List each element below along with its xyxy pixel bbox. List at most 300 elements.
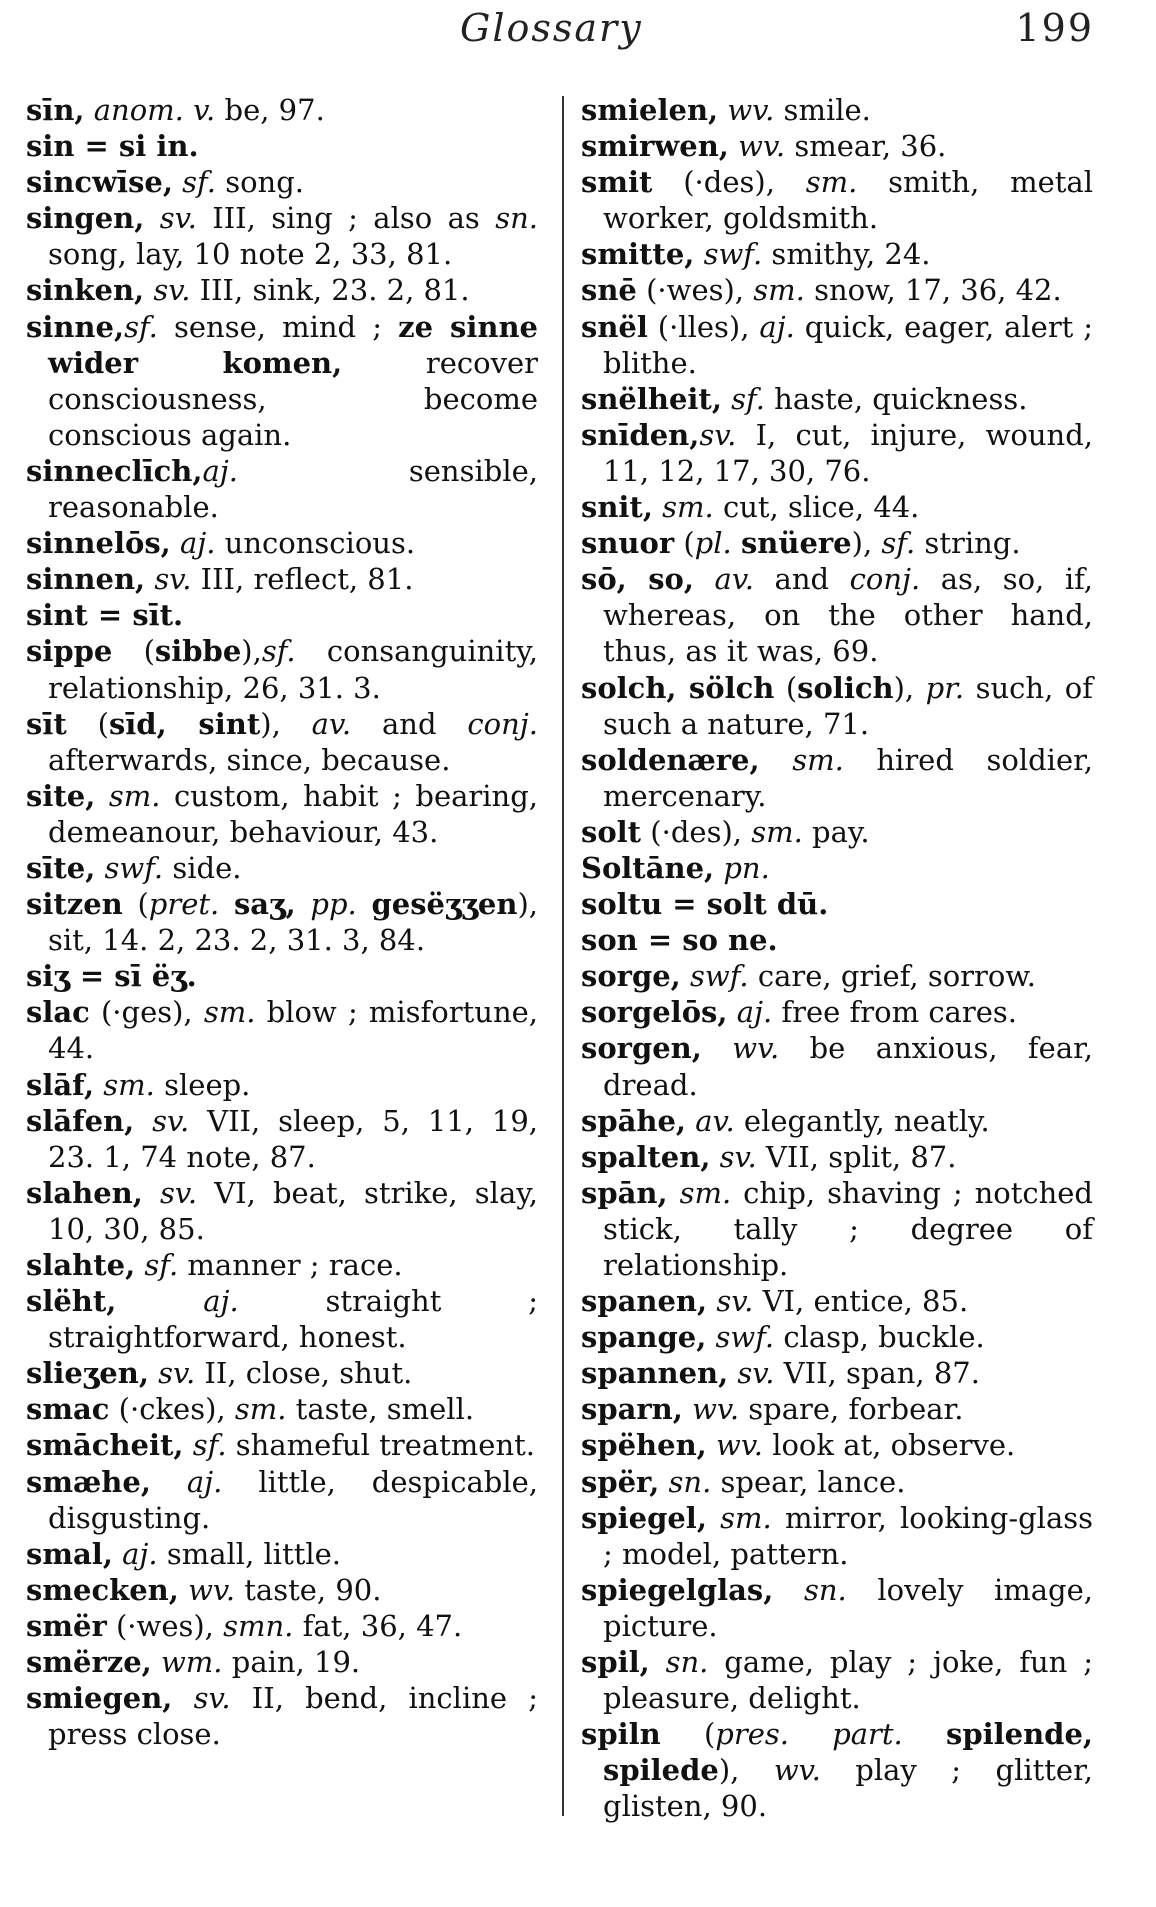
definition-text: ), sit, 14. 2, 23. 2, 31. 3, 84.	[48, 887, 538, 958]
definition-text: as, so, if, whereas, on the other hand, thus, as it was, 69.	[603, 562, 1094, 669]
headword: smācheit,	[26, 1428, 184, 1463]
glossary-entry	[581, 994, 1093, 1030]
glossary-entry	[26, 128, 538, 164]
definition-text: smear, 36.	[785, 129, 947, 164]
definition-text	[729, 129, 738, 163]
definition-text	[760, 743, 793, 777]
headword: slac	[26, 995, 90, 1030]
headword: spān,	[581, 1175, 668, 1210]
glossary-entry	[581, 922, 1093, 958]
glossary-entry	[26, 1427, 538, 1463]
headword: slahte,	[26, 1248, 136, 1282]
page-header	[0, 6, 1156, 58]
grammar-label: conj.	[849, 562, 921, 597]
glossary-entry	[26, 597, 538, 633]
definition-text	[683, 1392, 692, 1426]
headword: spiegel,	[581, 1500, 707, 1535]
definition-text	[152, 1645, 161, 1679]
definition-text: hired soldier, mercenary.	[603, 742, 1093, 813]
definition-text	[668, 1176, 680, 1210]
glossary-entry	[581, 850, 1093, 886]
glossary-entry	[26, 706, 538, 778]
grammar-label: sf.	[124, 309, 158, 344]
definition-text	[659, 1465, 668, 1499]
headword: smitte,	[581, 237, 695, 272]
definition-text	[143, 1176, 160, 1210]
grammar-label: wv.	[732, 1031, 780, 1066]
definition-text	[171, 526, 180, 560]
grammar-label: sf.	[731, 381, 765, 416]
headword: solich	[797, 670, 894, 705]
glossary-entry	[26, 561, 538, 597]
glossary-entry	[26, 453, 538, 525]
grammar-label: pp.	[310, 887, 357, 922]
definition-text: ),	[851, 526, 882, 561]
definition-text: VII, sleep, 5, 11, 19, 23. 1, 74 note, 87.	[48, 1103, 539, 1174]
headword: smæhe,	[26, 1464, 151, 1499]
definition-text: (	[66, 706, 109, 741]
headword: smac	[26, 1392, 110, 1427]
headword: sitzen	[26, 887, 123, 922]
definition-text	[144, 201, 159, 235]
headword: sinnen,	[26, 562, 146, 597]
glossary-entry	[26, 1680, 538, 1752]
grammar-label: pres. part.	[715, 1717, 903, 1752]
definition-text	[903, 1717, 946, 1751]
definition-text: afterwards, since, because.	[48, 742, 451, 777]
grammar-label: sf.	[261, 634, 296, 669]
grammar-label: sm.	[203, 995, 256, 1030]
grammar-label: swf.	[715, 1320, 775, 1355]
headword: snē	[581, 273, 637, 308]
definition-text: recover consciousness, become conscious again.	[48, 345, 539, 452]
definition-text	[694, 237, 703, 271]
definition-text	[653, 490, 662, 524]
definition-text: chip, shaving ; notched stick, tally ; degree of relationship.	[603, 1175, 1094, 1282]
definition-text: spare, forbear.	[739, 1392, 964, 1427]
definition-text: (	[112, 634, 155, 669]
definition-text: (·des),	[641, 814, 752, 849]
grammar-label: sf.	[881, 526, 916, 561]
definition-text	[151, 1465, 187, 1499]
definition-text	[173, 165, 182, 199]
grammar-label: sm.	[103, 1067, 155, 1102]
headword: ze sinne wider komen,	[48, 309, 538, 380]
grammar-label: pret.	[148, 887, 220, 922]
headword: sibbe	[154, 634, 242, 669]
definition-text: pay.	[802, 814, 870, 849]
definition-text: fat, 36, 47.	[293, 1608, 463, 1643]
grammar-label: sm.	[679, 1175, 732, 1210]
glossary-entry	[26, 1464, 538, 1536]
headword: spëhen,	[581, 1428, 707, 1463]
definition-text: play ; glitter, glisten, 90.	[603, 1753, 1093, 1824]
glossary-entry	[26, 164, 538, 200]
glossary-entry	[26, 1391, 538, 1427]
headword: snüere	[740, 526, 852, 561]
definition-text	[172, 1681, 193, 1715]
grammar-label: sv.	[158, 1356, 196, 1391]
definition-text: snow, 17, 36, 42.	[804, 273, 1062, 308]
headword: son = so ne.	[581, 923, 778, 958]
headword: snīden,	[581, 417, 700, 452]
definition-text: lovely image, picture.	[603, 1572, 1094, 1643]
definition-text: III, reflect, 81.	[191, 562, 414, 597]
grammar-label: sv.	[737, 1356, 775, 1391]
definition-text: unconscious.	[215, 526, 416, 561]
headword: sorgelōs,	[581, 995, 728, 1030]
headword: snëlheit,	[581, 381, 722, 416]
definition-text	[296, 887, 311, 921]
grammar-label: wv.	[692, 1392, 740, 1427]
glossary-entry	[581, 1391, 1093, 1427]
definition-text: pain, 19.	[222, 1645, 361, 1680]
grammar-label: sv.	[160, 1175, 198, 1210]
definition-text	[707, 1501, 720, 1535]
glossary-entry	[581, 417, 1093, 489]
definition-text	[85, 93, 94, 127]
grammar-label: swf.	[703, 237, 763, 272]
grammar-label: sv.	[699, 417, 737, 452]
headword: sorge,	[581, 959, 681, 994]
definition-text: sensible, reasonable.	[48, 453, 538, 525]
grammar-label: sv.	[716, 1284, 754, 1319]
glossary-entry	[26, 886, 538, 958]
glossary-entry	[581, 92, 1093, 128]
glossary-entry	[581, 742, 1093, 814]
definition-text: straight ; straightforward, honest.	[48, 1284, 538, 1355]
definition-text: manner ; race.	[178, 1248, 403, 1282]
grammar-label: sn.	[803, 1572, 847, 1607]
column-divider	[562, 96, 564, 1816]
definition-text: spear, lance.	[711, 1464, 906, 1499]
grammar-label: wv.	[773, 1753, 821, 1788]
grammar-label: smn.	[223, 1608, 294, 1643]
definition-text	[706, 1320, 715, 1354]
definition-text: I, cut, injure, wound, 11, 12, 17, 30, 76.	[603, 417, 1093, 488]
headword: spil,	[581, 1645, 650, 1680]
headword: spāhe,	[581, 1103, 687, 1138]
definition-text: (·ckes),	[109, 1392, 235, 1427]
definition-text: VI, entice, 85.	[753, 1284, 969, 1319]
definition-text: free from cares.	[772, 995, 1017, 1030]
definition-text: and	[753, 562, 850, 597]
headword: singen,	[26, 201, 145, 236]
grammar-label: sm.	[108, 778, 161, 813]
definition-text: cut, slice, 44.	[713, 490, 920, 525]
definition-text	[113, 1537, 122, 1571]
definition-text: elegantly, neatly.	[734, 1103, 990, 1138]
glossary-entry	[26, 200, 538, 272]
definition-text	[707, 1284, 716, 1318]
running-title: Glossary	[460, 6, 643, 50]
glossary-entry	[581, 1139, 1093, 1175]
definition-text: VII, span, 87.	[774, 1356, 980, 1391]
glossary-entry	[581, 1030, 1093, 1102]
grammar-label: sn.	[665, 1645, 709, 1680]
definition-text	[727, 995, 736, 1029]
grammar-label: aj.	[186, 1464, 223, 1499]
glossary-entry	[26, 525, 538, 561]
definition-text	[144, 273, 153, 307]
grammar-label: swf.	[104, 850, 164, 885]
definition-text: ),	[260, 706, 312, 741]
definition-text	[714, 851, 723, 885]
glossary-entry	[26, 309, 538, 453]
headword: spiln	[581, 1717, 661, 1752]
definition-text: blow ; misfortune, 44.	[48, 995, 538, 1066]
grammar-label: sm.	[720, 1500, 772, 1535]
headword: spannen,	[581, 1356, 729, 1391]
glossary-entry	[581, 1427, 1093, 1463]
glossary-entry	[581, 670, 1093, 742]
grammar-label: sm.	[751, 814, 803, 849]
definition-text: smithy, 24.	[762, 237, 931, 272]
glossary-entry	[581, 1464, 1093, 1500]
glossary-entry	[581, 1175, 1093, 1283]
grammar-label: wm.	[160, 1645, 223, 1680]
definition-text: VI, beat, strike, slay, 10, 30, 85.	[48, 1175, 539, 1246]
definition-text: III, sing ; also as	[196, 201, 496, 236]
glossary-entry	[581, 1283, 1093, 1319]
definition-text: II, bend, incline ; press close.	[48, 1681, 539, 1752]
definition-text: small, little.	[157, 1536, 342, 1571]
headword: smal,	[26, 1536, 113, 1571]
definition-text: (·ges),	[89, 995, 204, 1030]
glossary-entry	[581, 1716, 1093, 1824]
headword: sīd, sint	[108, 706, 261, 741]
glossary-entry	[26, 1644, 538, 1680]
definition-text: game, play ; joke, fun ; pleasure, delight.	[603, 1645, 1093, 1716]
definition-text: (·des),	[652, 165, 806, 200]
headword: slāf,	[26, 1067, 95, 1102]
definition-text: song, lay, 10 note 2, 33, 81.	[48, 237, 453, 272]
grammar-label: sf.	[144, 1248, 179, 1282]
glossary-entry	[581, 489, 1093, 525]
headword: sō, so,	[581, 562, 694, 597]
glossary-entry	[26, 1283, 538, 1355]
glossary-entry	[581, 1572, 1093, 1644]
definition-text	[179, 1573, 188, 1607]
definition-text	[702, 1031, 732, 1065]
headword: saʒ,	[233, 887, 296, 922]
definition-text	[145, 562, 154, 596]
definition-text: II, close, shut.	[195, 1356, 413, 1391]
headword: sīn,	[26, 93, 85, 127]
glossary-entry	[26, 1536, 538, 1572]
definition-text: and	[351, 706, 468, 741]
grammar-label: aj.	[203, 1284, 239, 1319]
definition-text	[773, 1573, 804, 1607]
definition-text: string.	[915, 526, 1021, 561]
definition-text: song.	[215, 165, 305, 200]
definition-text: (	[674, 526, 695, 561]
grammar-label: sm.	[792, 742, 844, 777]
headword: sint = sīt.	[26, 598, 184, 633]
headword: sparn,	[581, 1392, 683, 1427]
definition-text: side.	[163, 850, 242, 885]
glossary-entry	[581, 958, 1093, 994]
glossary-entry	[26, 778, 538, 850]
headword: smërze,	[26, 1645, 152, 1680]
headword: sin = si in.	[26, 129, 199, 164]
headword: smër	[26, 1608, 107, 1643]
headword: site,	[26, 778, 96, 813]
glossary-entry	[581, 886, 1093, 922]
grammar-label: sn.	[495, 201, 538, 236]
grammar-label: wv.	[188, 1572, 236, 1607]
headword: solt	[581, 814, 642, 849]
definition-text	[681, 959, 690, 993]
glossary-entry	[26, 1175, 538, 1247]
headword: sinken,	[26, 273, 145, 308]
grammar-label: pn.	[723, 850, 770, 885]
definition-text: taste, 90.	[235, 1572, 382, 1607]
headword: spilende, spilede	[603, 1717, 1093, 1788]
definition-text	[707, 1428, 716, 1462]
headword: solch, sölch	[581, 670, 775, 705]
definition-text: ),	[241, 634, 262, 669]
glossary-entry	[581, 1644, 1093, 1716]
definition-text: such, of such a nature, 71.	[603, 670, 1093, 741]
definition-text: quick, eager, alert ; blithe.	[603, 309, 1093, 380]
definition-text: custom, habit ; bearing, demeanour, behaviour, 43.	[48, 778, 538, 849]
glossary-entry	[581, 381, 1093, 417]
headword: Soltāne,	[581, 850, 715, 885]
headword: sīt	[26, 706, 67, 741]
headword: slieʒen,	[26, 1356, 149, 1391]
definition-text	[694, 562, 715, 596]
grammar-label: sm.	[234, 1392, 287, 1427]
grammar-label: aj.	[202, 453, 238, 488]
headword: smit	[581, 165, 653, 200]
definition-text: (·lles),	[647, 309, 760, 344]
glossary-entry	[26, 1355, 538, 1391]
definition-text: care, grief, sorrow.	[748, 959, 1036, 994]
definition-text: (	[774, 670, 798, 705]
grammar-label: sf.	[182, 165, 216, 200]
grammar-label: wv.	[727, 93, 775, 127]
grammar-label: pr.	[925, 670, 965, 705]
glossary-entry	[581, 1103, 1093, 1139]
glossary-entry	[581, 814, 1093, 850]
headword: sīte,	[26, 850, 96, 885]
definition-text	[95, 851, 104, 885]
headword: snuor	[581, 526, 675, 561]
definition-text: smile.	[774, 93, 871, 127]
definition-text: clasp, buckle.	[774, 1320, 985, 1355]
headword: spër,	[581, 1464, 660, 1499]
headword: smiegen,	[26, 1681, 173, 1716]
grammar-label: sv.	[159, 201, 197, 236]
grammar-label: aj.	[759, 309, 795, 344]
definition-text: shameful treatment.	[226, 1428, 536, 1463]
grammar-label: av.	[714, 562, 754, 597]
grammar-label: sm.	[805, 165, 858, 200]
definition-text: haste, quickness.	[764, 381, 1028, 416]
glossary-entry	[26, 1572, 538, 1608]
glossary-entry	[581, 525, 1093, 561]
definition-text: III, sink, 23. 2, 81.	[190, 273, 470, 308]
glossary-entry	[581, 309, 1093, 381]
glossary-entry	[26, 92, 538, 128]
definition-text: taste, smell.	[286, 1392, 475, 1427]
glossary-entry	[26, 1608, 538, 1644]
grammar-label: av.	[311, 706, 352, 741]
glossary-entry	[26, 1103, 538, 1175]
definition-text: mirror, looking-glass ; model, pattern.	[603, 1500, 1094, 1571]
definition-text	[650, 1645, 666, 1679]
definition-text	[357, 887, 372, 921]
definition-text	[149, 1356, 158, 1390]
glossary-entry	[581, 1500, 1093, 1572]
grammar-label: anom. v.	[93, 93, 216, 127]
glossary-entry	[26, 958, 538, 994]
definition-text: smith, metal worker, goldsmith.	[603, 165, 1093, 236]
glossary-entry	[581, 164, 1093, 236]
glossary-entry	[581, 1319, 1093, 1355]
definition-text: (	[122, 887, 149, 922]
headword: sinneclīch,	[26, 453, 203, 488]
headword: gesëʒʒen	[371, 887, 518, 922]
headword: spalten,	[581, 1139, 711, 1174]
headword: soldenære,	[581, 742, 760, 777]
definition-text	[686, 1104, 695, 1138]
glossary-entry	[26, 633, 538, 705]
definition-text: (·wes),	[106, 1608, 224, 1643]
grammar-label: sf.	[192, 1428, 227, 1463]
grammar-label: conj.	[467, 706, 538, 741]
definition-text	[219, 887, 234, 921]
grammar-label: wv.	[738, 129, 786, 164]
headword: siʒ = sī ëʒ.	[26, 959, 197, 994]
headword: snit,	[581, 490, 653, 525]
definition-text	[94, 1068, 103, 1102]
definition-text	[718, 93, 727, 127]
definition-text: be anxious, fear, dread.	[603, 1031, 1094, 1102]
definition-text: sleep.	[154, 1067, 251, 1102]
definition-text: ),	[718, 1753, 774, 1788]
definition-text: sense, mind ;	[157, 309, 399, 344]
grammar-label: sv.	[193, 1681, 231, 1716]
definition-text: look at, observe.	[762, 1428, 1016, 1463]
glossary-entry	[26, 850, 538, 886]
page-number: 199	[1015, 6, 1094, 50]
glossary-entry	[581, 236, 1093, 272]
headword: slāfen,	[26, 1103, 135, 1138]
headword: spiegelglas,	[581, 1572, 774, 1607]
headword: smielen,	[581, 93, 719, 127]
definition-text	[116, 1284, 203, 1318]
glossary-entry	[581, 561, 1093, 669]
grammar-label: sv.	[154, 562, 192, 597]
grammar-label: sv.	[152, 1103, 190, 1138]
headword: sincwīse,	[26, 165, 173, 200]
headword: sorgen,	[581, 1031, 702, 1066]
glossary-entry	[26, 994, 538, 1066]
grammar-label: pl.	[694, 526, 732, 561]
headword: smirwen,	[581, 129, 729, 164]
definition-text	[134, 1104, 152, 1138]
grammar-label: wv.	[716, 1428, 763, 1463]
headword: snël	[581, 309, 648, 344]
definition-text: little, despicable, disgusting.	[48, 1464, 538, 1535]
definition-text	[95, 779, 109, 813]
grammar-label: sv.	[719, 1139, 757, 1174]
headword: soltu = solt dū.	[581, 887, 829, 922]
definition-text	[732, 526, 741, 560]
glossary-entry	[581, 128, 1093, 164]
